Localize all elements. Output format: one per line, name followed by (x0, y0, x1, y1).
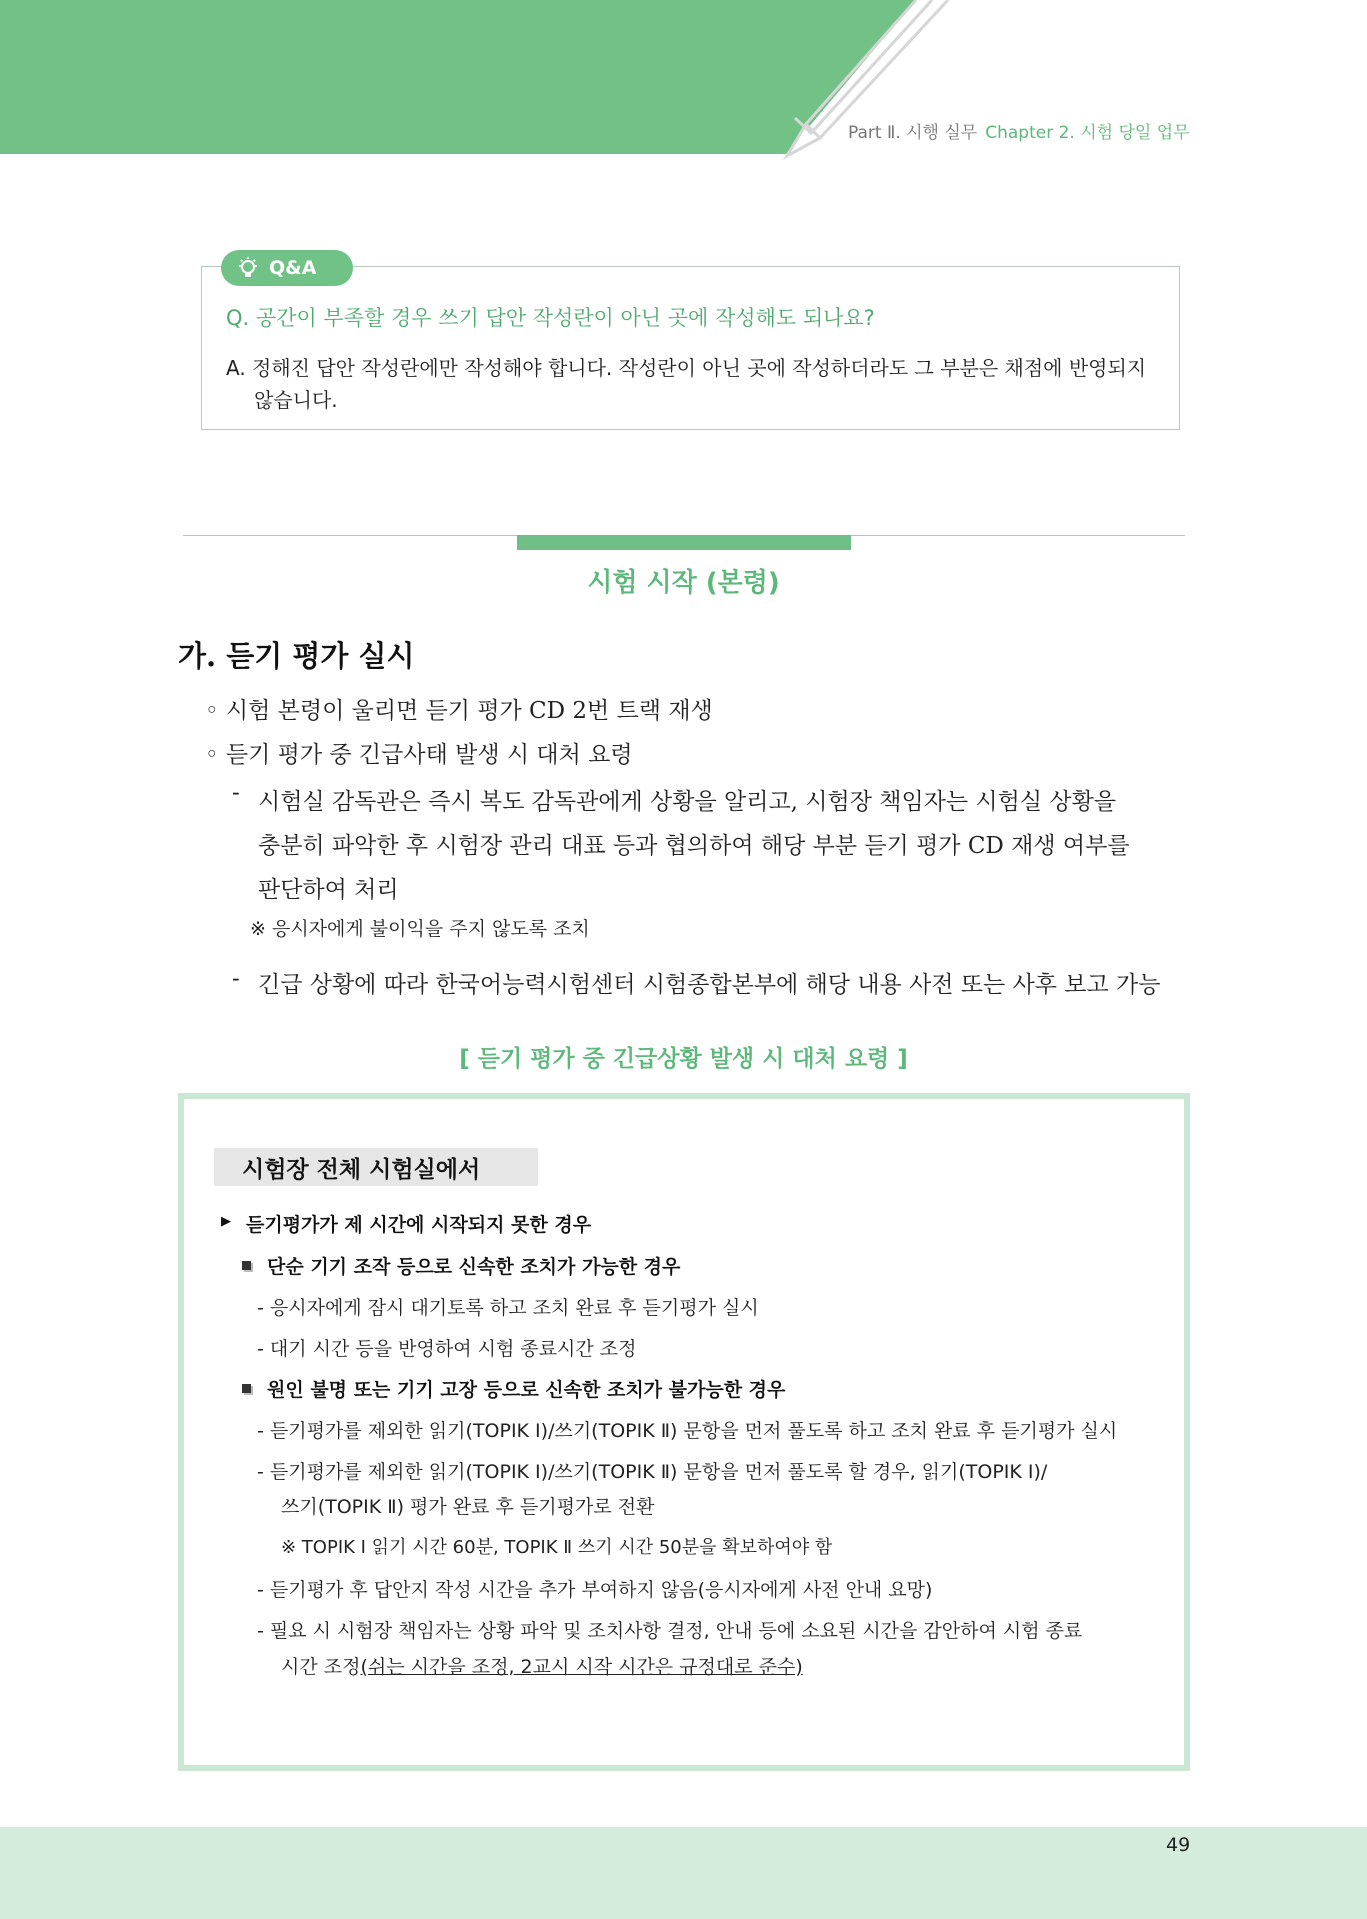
qa-answer (226, 352, 1166, 416)
dash-marker-2: - (232, 966, 240, 992)
qa-tag (221, 250, 353, 286)
dash-item-1-line3: 판단하여 처리 (258, 877, 399, 903)
case-heading: 듣기평가가 제 시간에 시작되지 못한 경우 (246, 1214, 592, 1236)
section-title: 시험 시작 (본령) (587, 568, 780, 598)
square-bullet-icon (242, 1384, 251, 1393)
bullet-1: ◦ 시험 본령이 울리면 듣기 평가 CD 2번 트랙 재생 (205, 698, 713, 724)
sub2-item-1: - 듣기평가를 제외한 읽기(TOPIK Ⅰ)/쓰기(TOPIK Ⅱ) 문항을 먼저 풀도록 하고 조치 완료 후 듣기평가 실시 (257, 1420, 1118, 1442)
breadcrumb (848, 118, 1190, 143)
breadcrumb-part: Part Ⅱ. 시행 실무 (848, 123, 978, 143)
bullet-2-text: 듣기 평가 중 긴급사태 발생 시 대처 요령 (225, 742, 633, 768)
dash-item-1-line1: 시험실 감독관은 즉시 복도 감독관에게 상황을 알리고, 시험장 책임자는 시험실 상황을 (258, 789, 1117, 815)
sub2-item-4-line2 (281, 1652, 803, 1679)
footer-band (0, 1827, 1367, 1919)
bullet-2: ◦ 듣기 평가 중 긴급사태 발생 시 대처 요령 (205, 742, 633, 768)
qa-question: Q. 공간이 부족할 경우 쓰기 답안 작성란이 아닌 곳에 작성해도 되나요? (226, 306, 875, 330)
section-accent-bar (517, 535, 851, 550)
dash-marker-1: - (232, 780, 240, 806)
sub1-heading: 단순 기기 조작 등으로 신속한 조치가 가능한 경우 (267, 1256, 681, 1278)
sub1-item: - 응시자에게 잠시 대기토록 하고 조치 완료 후 듣기평가 실시 (257, 1297, 759, 1319)
dash-item-1-line2: 충분히 파악한 후 시험장 관리 대표 등과 협의하여 해당 부분 듣기 평가 CD 재생 여부를 (258, 833, 1130, 859)
sub2-item-2-line1: - 듣기평가를 제외한 읽기(TOPIK Ⅰ)/쓰기(TOPIK Ⅱ) 문항을 먼저 풀도록 할 경우, 읽기(TOPIK Ⅰ)/ (257, 1461, 1048, 1483)
box-label: 시험장 전체 시험실에서 (214, 1148, 538, 1186)
qa-answer-line2: 않습니다. (254, 388, 338, 412)
dash-item-2: 긴급 상황에 따라 한국어능력시험센터 시험종합본부에 해당 내용 사전 또는 사후 보고 가능 (258, 972, 1161, 998)
sub1-item: - 대기 시간 등을 반영하여 시험 종료시간 조정 (257, 1338, 637, 1360)
triangle-bullet-icon: ▶ (221, 1214, 231, 1229)
sub2-heading: 원인 불명 또는 기기 고장 등으로 신속한 조치가 불가능한 경우 (267, 1379, 786, 1401)
note-no-disadvantage: ※ 응시자에게 불이익을 주지 않도록 조치 (250, 918, 590, 940)
sub2-item-2-line2: 쓰기(TOPIK Ⅱ) 평가 완료 후 듣기평가로 전환 (281, 1496, 655, 1518)
dash-item-1 (258, 780, 1190, 912)
breadcrumb-chapter: Chapter 2. 시험 당일 업무 (985, 123, 1190, 143)
sub2-item-3: - 듣기평가 후 답안지 작성 시간을 추가 부여하지 않음(응시자에게 사전 안내 요망) (257, 1579, 933, 1601)
sub2-item-4-line1: - 필요 시 시험장 책임자는 상황 파악 및 조치사항 결정, 안내 등에 소요된 시간을 감안하여 시험 종료 (257, 1620, 1083, 1642)
sub2-item-4-text: 시간 조정 (281, 1656, 361, 1678)
sub2-note: ※ TOPIK Ⅰ 읽기 시간 60분, TOPIK Ⅱ 쓰기 시간 50분을 확보하여야 함 (281, 1537, 833, 1558)
page-number: 49 (1166, 1834, 1191, 1856)
qa-answer-line1: A. 정해진 답안 작성란에만 작성해야 합니다. 작성란이 아닌 곳에 작성하더라도 그 부분은 채점에 반영되지 (226, 356, 1147, 380)
section-heading: 가. 듣기 평가 실시 (178, 639, 415, 673)
qa-tag-label: Q&A (269, 257, 317, 279)
square-bullet-icon (242, 1261, 251, 1270)
bullet-1-text: 시험 본령이 울리면 듣기 평가 CD 2번 트랙 재생 (225, 698, 713, 724)
box-caption: [ 듣기 평가 중 긴급상황 발생 시 대처 요령 ] (459, 1046, 908, 1072)
sub2-item-4-underlined: (쉬는 시간을 조정, 2교시 시작 시간은 규정대로 준수) (360, 1656, 803, 1678)
lightbulb-icon (237, 256, 259, 280)
